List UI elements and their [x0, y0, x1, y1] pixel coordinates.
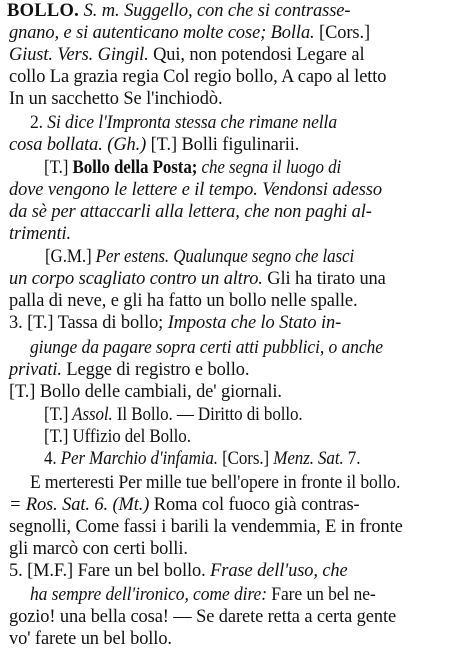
text-run: Fare un bel ne-	[267, 584, 376, 605]
text-run: trimenti.	[9, 223, 71, 244]
text-line	[44, 426, 466, 448]
text-run: 7.	[343, 448, 361, 469]
text-line	[9, 359, 466, 381]
text-run: da sè per attaccarli alla lettera, che non paghi al-	[9, 201, 372, 222]
text-run: 4.	[44, 448, 57, 469]
text-run: 3. [T.] Tassa di bollo;	[9, 312, 164, 333]
text-run: gozio! una bella cosa! — Se darete retta a certa gente	[9, 606, 397, 627]
text-line	[9, 606, 466, 628]
text-run: Legge di registro e bollo.	[61, 359, 250, 380]
text-line	[30, 112, 466, 134]
text-run: 2.	[30, 112, 43, 133]
text-run: Per Marchio d'infamia.	[56, 448, 218, 469]
text-run: Roma col fuoco già contras-	[149, 494, 360, 515]
text-run: gli marcò con certi bolli.	[9, 538, 188, 559]
text-line	[9, 223, 466, 245]
text-line	[9, 538, 466, 560]
text-line	[45, 246, 466, 268]
text-run: Assol.	[68, 404, 113, 425]
text-run: giunge da pagare sopra certi atti pubblici, o anche	[30, 337, 383, 358]
text-run: = Ros. Sat. 6. (Mt.)	[9, 494, 150, 515]
text-run: cosa bollata. (Gh.)	[9, 134, 147, 155]
text-run: Bollo della Posta;	[68, 157, 198, 178]
text-line	[44, 448, 466, 470]
text-run: collo La grazia regia Col regio bollo, A capo al letto	[9, 66, 387, 87]
text-run: [Cors.]	[314, 22, 370, 43]
text-run: 5. [M.F.] Fare un bel bollo.	[9, 560, 206, 581]
text-line	[9, 66, 466, 88]
text-line	[9, 290, 466, 312]
text-line	[9, 312, 466, 334]
text-run: [T.] Bolli figulinarii.	[146, 134, 300, 155]
text-run: [Cors.]	[217, 448, 270, 469]
text-line	[9, 134, 466, 156]
text-run: [T.]	[44, 404, 69, 425]
text-run: dove vengono le lettere e il tempo. Vendonsi adesso	[9, 179, 382, 200]
text-line	[7, 0, 466, 22]
text-line	[30, 584, 466, 606]
text-line	[9, 179, 466, 201]
text-run: [G.M.]	[45, 246, 92, 267]
text-line	[9, 516, 466, 538]
text-run: ha sempre dell'ironico, come dire:	[30, 584, 268, 605]
text-line	[9, 22, 466, 44]
text-run: Imposta che lo Stato in-	[163, 312, 342, 333]
text-line	[9, 381, 466, 403]
text-run: Menz. Sat.	[269, 448, 344, 469]
text-run: vo' farete un bel bollo.	[9, 628, 172, 649]
text-line	[9, 88, 466, 110]
text-run: privati.	[9, 359, 62, 380]
text-line	[30, 472, 466, 494]
text-line	[44, 157, 466, 179]
text-line	[9, 560, 466, 582]
text-line	[9, 494, 466, 516]
text-run: Si dice l'Impronta stessa che rimane nella	[42, 112, 338, 133]
text-line	[9, 268, 466, 290]
text-run: Gli ha tirato una	[262, 268, 386, 289]
text-run: [T.]	[44, 157, 69, 178]
text-line	[30, 337, 466, 359]
text-run: Giust. Vers. Gingil.	[9, 44, 149, 65]
text-run: Per estens. Qualunque segno che lasci	[91, 246, 355, 267]
text-line	[44, 404, 466, 426]
text-run: Qui, non potendosi Legare al	[148, 44, 365, 65]
headword: BOLLO.	[7, 0, 80, 21]
text-run: Il Bollo. — Diritto di bollo.	[112, 404, 303, 425]
text-run: In un sacchetto Se l'inchiodò.	[9, 88, 223, 109]
text-run: gnano, e si autenticano molte cose; Bolla.	[9, 22, 315, 43]
text-run: S. m. Suggello, con che si contrasse-	[79, 0, 351, 21]
text-run: palla di neve, e gli ha fatto un bollo nelle spalle.	[9, 290, 358, 311]
text-run: E merteresti Per mille tue bell'opere in fronte il bollo.	[30, 472, 401, 493]
text-run: segnolli, Come fassi i barili la vendemmia, E in fronte	[9, 516, 403, 537]
text-line	[9, 44, 466, 66]
text-run: [T.] Uffizio del Bollo.	[44, 426, 191, 447]
text-run: che segna il luogo di	[197, 157, 342, 178]
text-run: Frase dell'uso, che	[205, 560, 348, 581]
text-line	[9, 628, 466, 650]
text-run: un corpo scagliato contro un altro.	[9, 268, 263, 289]
text-run: [T.] Bollo delle cambiali, de' giornali.	[9, 381, 282, 402]
text-line	[9, 201, 466, 223]
